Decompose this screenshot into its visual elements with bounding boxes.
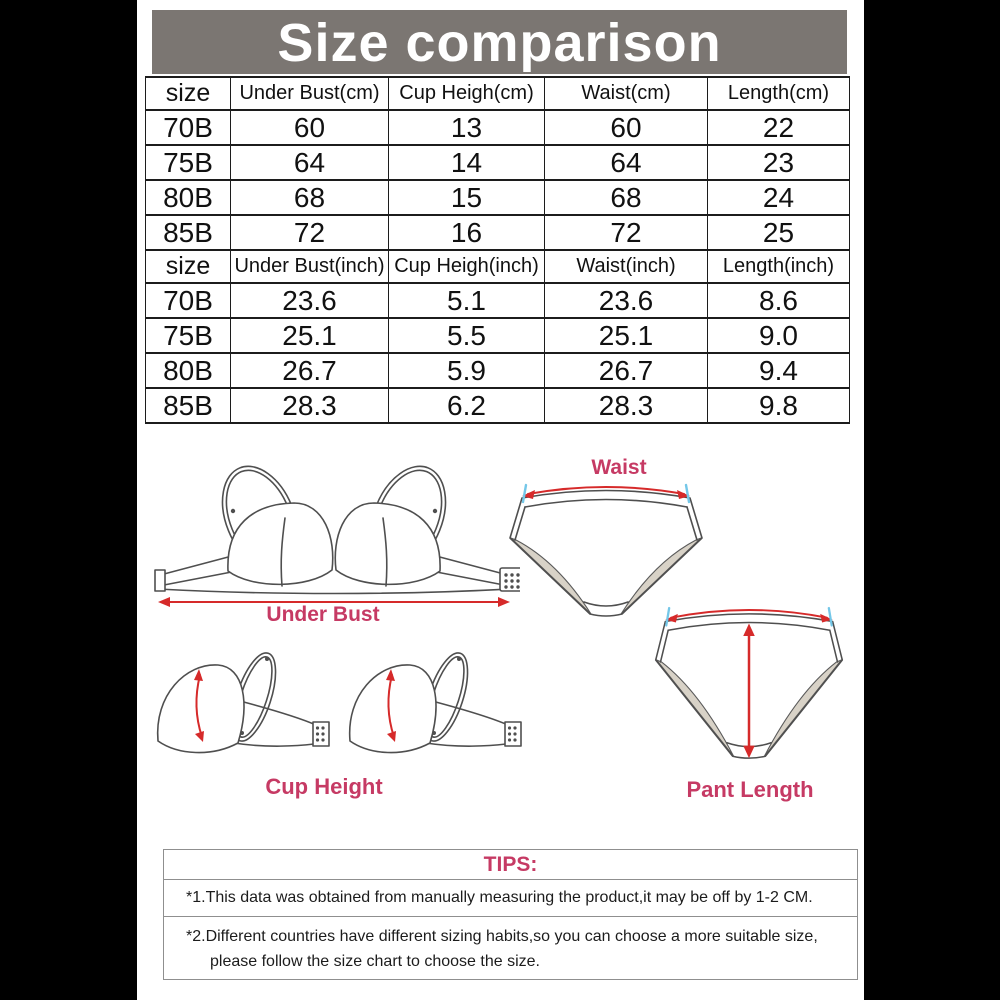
pant-length-label: Pant Length	[686, 777, 814, 802]
tip-2-line-2: please follow the size chart to choose the size.	[210, 953, 540, 970]
table-row	[146, 180, 850, 215]
cell: 68	[231, 180, 389, 215]
cell: 60	[545, 110, 708, 145]
column-header: Length(inch)	[708, 250, 850, 283]
cell: 9.8	[708, 388, 850, 423]
column-header: Cup Heigh(cm)	[389, 77, 545, 110]
column-header: size	[146, 250, 231, 283]
cell: 75B	[146, 318, 231, 353]
table-row	[146, 215, 850, 250]
cell: 70B	[146, 283, 231, 318]
cell: 23	[708, 145, 850, 180]
cell: 28.3	[231, 388, 389, 423]
table-row	[146, 283, 850, 318]
table-row	[146, 353, 850, 388]
cell: 5.1	[389, 283, 545, 318]
cell: 13	[389, 110, 545, 145]
size-table	[145, 76, 850, 424]
cell: 80B	[146, 353, 231, 388]
cell: 28.3	[545, 388, 708, 423]
tips-title: TIPS:	[164, 850, 857, 880]
cell: 8.6	[708, 283, 850, 318]
column-header: Waist(cm)	[545, 77, 708, 110]
cell: 68	[545, 180, 708, 215]
cell: 6.2	[389, 388, 545, 423]
cell: 72	[231, 215, 389, 250]
cell: 64	[231, 145, 389, 180]
cell: 70B	[146, 110, 231, 145]
cell: 24	[708, 180, 850, 215]
cell: 26.7	[231, 353, 389, 388]
cell: 85B	[146, 215, 231, 250]
cell: 64	[545, 145, 708, 180]
column-header: Under Bust(inch)	[231, 250, 389, 283]
column-header: size	[146, 77, 231, 110]
cell: 25.1	[545, 318, 708, 353]
tips-box	[163, 849, 858, 980]
cell: 80B	[146, 180, 231, 215]
left-black-bar	[0, 0, 137, 1000]
under-bust-label: Under Bust	[266, 603, 380, 626]
column-header: Cup Heigh(inch)	[389, 250, 545, 283]
column-header: Under Bust(cm)	[231, 77, 389, 110]
table-row	[146, 145, 850, 180]
pant-length-arrow	[743, 623, 755, 758]
right-black-bar	[864, 0, 1000, 1000]
column-header: Length(cm)	[708, 77, 850, 110]
bra-front-illustration	[148, 456, 520, 608]
cell: 9.0	[708, 318, 850, 353]
cell: 85B	[146, 388, 231, 423]
cell: 14	[389, 145, 545, 180]
cell: 25.1	[231, 318, 389, 353]
inch-header-row	[146, 250, 850, 283]
cell: 15	[389, 180, 545, 215]
cell: 26.7	[545, 353, 708, 388]
panty-back-illustration	[648, 592, 850, 780]
table-row	[146, 388, 850, 423]
cell: 72	[545, 215, 708, 250]
cell: 75B	[146, 145, 231, 180]
cm-header-row	[146, 77, 850, 110]
cup-height-label: Cup Height	[265, 774, 383, 799]
waist-label: Waist	[591, 456, 647, 479]
tip-2	[164, 917, 857, 974]
bra-side-illustrations	[150, 645, 522, 773]
cell: 16	[389, 215, 545, 250]
cell: 9.4	[708, 353, 850, 388]
column-header: Waist(inch)	[545, 250, 708, 283]
cell: 5.5	[389, 318, 545, 353]
table-row	[146, 318, 850, 353]
page-title: Size comparison	[152, 10, 847, 74]
table-row	[146, 110, 850, 145]
cell: 23.6	[231, 283, 389, 318]
cell: 25	[708, 215, 850, 250]
cell: 22	[708, 110, 850, 145]
cell: 23.6	[545, 283, 708, 318]
cell: 60	[231, 110, 389, 145]
tip-2-line-1: *2.Different countries have different sizing habits,so you can choose a more suitable size,	[186, 928, 818, 945]
tip-1: *1.This data was obtained from manually measuring the product,it may be off by 1-2 CM.	[164, 880, 857, 917]
cell: 5.9	[389, 353, 545, 388]
